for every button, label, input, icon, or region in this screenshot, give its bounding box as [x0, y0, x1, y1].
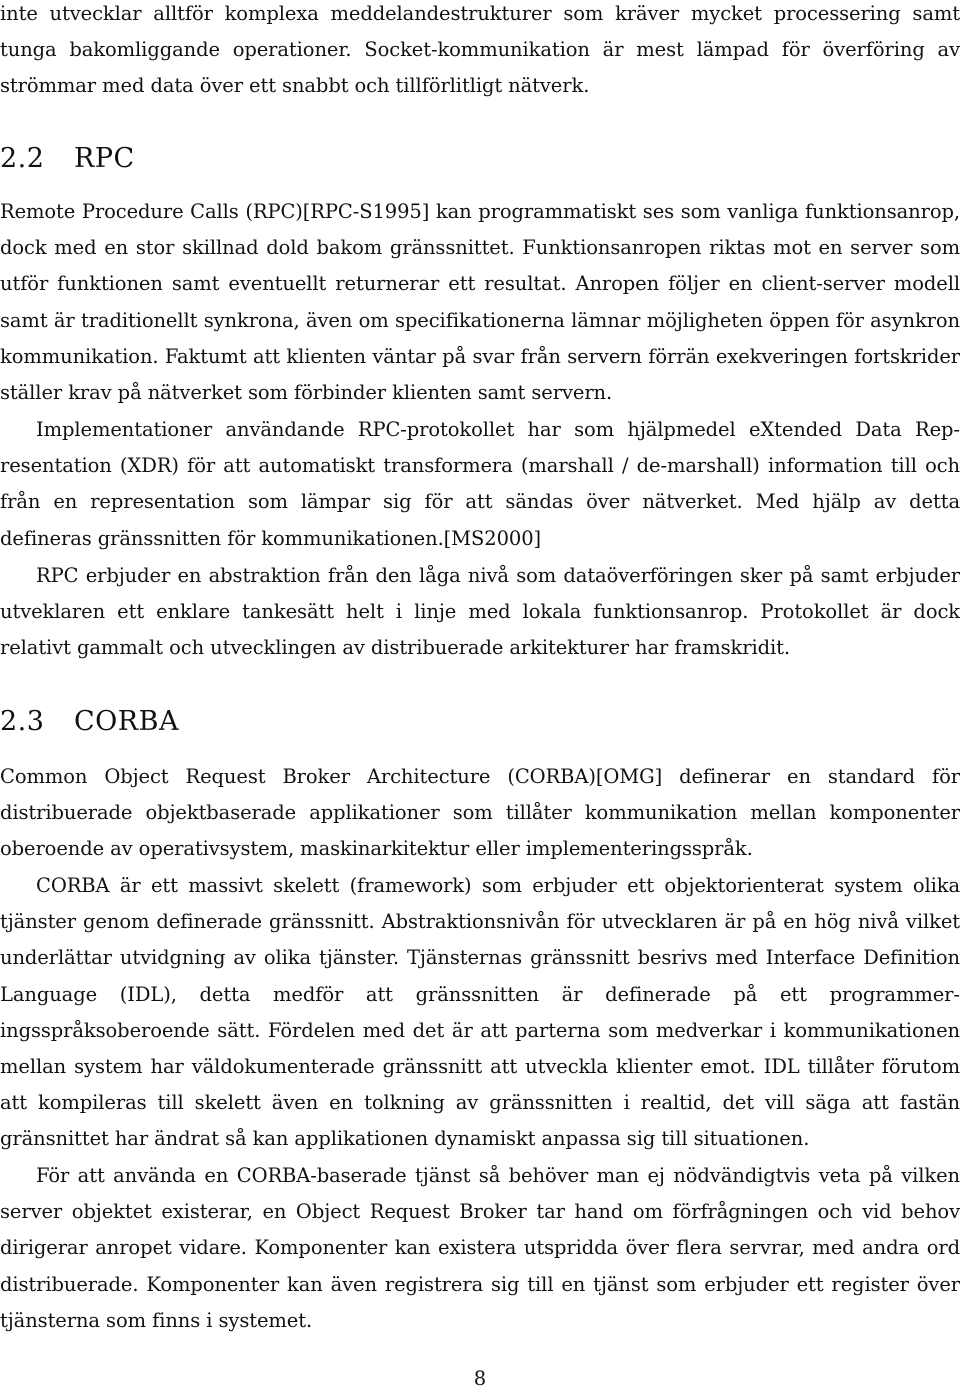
paragraph-rpc-xdr: Implementationer användande RPC-protokollet har som hjälpmedel eXtended Data Representation (XDR) för att automatiskt transformera (marshall / de-marshall) information till och från en representation som lämpar sig för att sändas över nätverket. Med hjälp av detta defineras gränssnitten för kommunikationen.[MS2000]	[0, 418, 960, 550]
page-number: 8	[473, 1367, 487, 1390]
section-heading-corba	[0, 706, 179, 737]
section-number: 2.2	[0, 143, 45, 174]
section-heading-rpc	[0, 143, 135, 174]
section-number: 2.3	[0, 706, 45, 737]
section-title: RPC	[74, 143, 135, 174]
paragraph-corba-framework: CORBA är ett massivt skelett (framework) som erbjuder ett objektorienterat system olika tjänster genom definerade gränssnitt. Abstraktionsnivån för utvecklaren är på en hög nivå vilket underlättar utvidgning av olika tjänster. Tjänsternas gränssnitt besrivs med Interface Definition Language (IDL), detta medför att gränssnitten är definerade på ett programmeringsspråksoberoende sätt. Fördelen med det är att parterna som medverkar i kommunikationen mellan system har väldokumenterade gränssnitt att utveckla klienter emot. IDL tillåter förutom att kompileras till skelett även en tolkning av gränssnitten i realtid, det vill säga att fastän gränsnittet har ändrat så kan applikationen dynamiskt anpassa sig till situationen.	[0, 874, 960, 1151]
paragraph-rpc-intro: Remote Procedure Calls (RPC)[RPC-S1995] kan programmatiskt ses som vanliga funktionsanrop, dock med en stor skillnad dold bakom gränssnittet. Funktionsanropen riktas mot en server som utför funktionen samt eventuellt returnerar ett resultat. Anropen följer en client-server modell samt är traditionellt synkrona, även om specifikationerna lämnar möjligheten öppen för asynkron kommunikation. Faktumt att klienten väntar på svar från servern förrän exekveringen fortskrider ställer krav på nätverket som förbinder klienten samt servern.	[0, 200, 960, 405]
paragraph-socket-summary: inte utvecklar alltför komplexa meddelandestrukturer som kräver mycket processering samt tunga bakomliggande operationer. Socket-kommunikation är mest lämpad för överföring av strömmar med data över ett snabbt och tillförlitligt nätverk.	[0, 2, 960, 98]
paragraph-corba-intro: Common Object Request Broker Architecture (CORBA)[OMG] definerar en standard för distribuerade objektbaserade applikationer som tillåter kommunikation mellan komponenter oberoende av operativsystem, maskinarkitektur eller implementeringsspråk.	[0, 765, 960, 861]
paragraph-corba-orb: För att använda en CORBA-baserade tjänst så behöver man ej nödvändigtvis veta på vilken server objektet existerar, en Object Request Broker tar hand om förfrågningen och vid behov dirigerar anropet vidare. Komponenter kan existera utspridda över flera servrar, med andra ord distribuerade. Komponenter kan även registrera sig till en tjänst som erbjuder ett register över tjänsterna som finns i systemet.	[0, 1164, 960, 1332]
section-title: CORBA	[74, 706, 179, 737]
paragraph-rpc-abstraction: RPC erbjuder en abstraktion från den låga nivå som dataöverföringen sker på samt erbjuder utveklaren ett enklare tankesätt helt i linje med lokala funktionsanrop. Protokollet är dock relativt gammalt och utvecklingen av distribuerade arkitekturer har framskridit.	[0, 564, 960, 660]
